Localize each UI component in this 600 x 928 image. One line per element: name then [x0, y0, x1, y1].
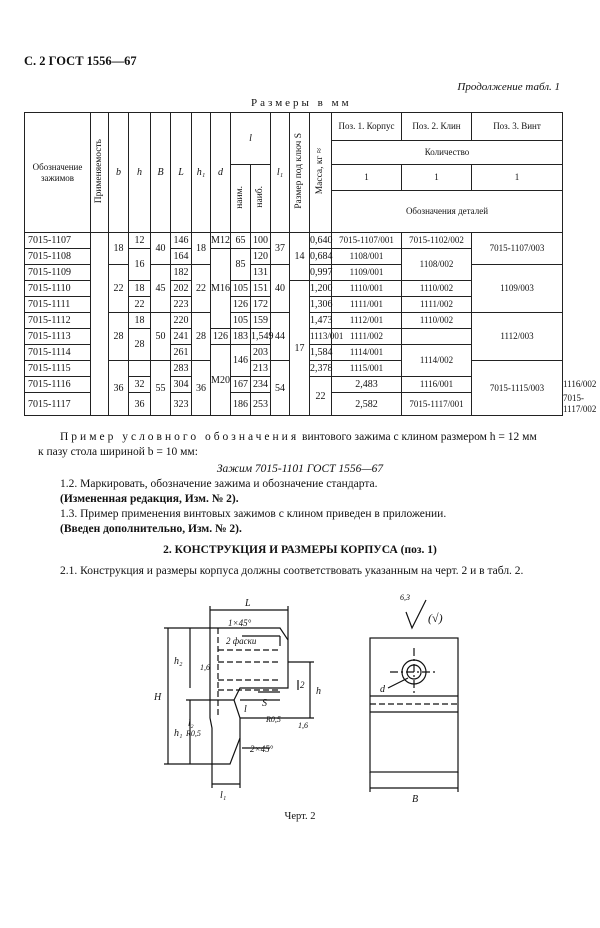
dim-2: 2 [300, 680, 305, 690]
dim-r05b: R0,5 [266, 715, 281, 724]
cell-p1: 1112/001 [332, 313, 402, 329]
header-pos1: Поз. 1. Корпус [332, 113, 402, 141]
cell-p1: 7015-1117/001 [402, 393, 472, 416]
cell-h1: 36 [192, 361, 211, 416]
cell-S: 17 [290, 281, 310, 416]
cell-p2: 1110/002 [402, 313, 472, 329]
cell-lmax: 213 [251, 361, 271, 377]
cell-mass: 1,584 [310, 345, 332, 361]
cell-mass: 1,306 [310, 297, 332, 313]
cell-p3: 1109/003 [472, 265, 563, 313]
cell-p1: 1110/001 [332, 281, 402, 297]
header-designation: Обозначение зажимов [25, 113, 91, 233]
cell-B: 50 [151, 313, 171, 361]
cell-l1: 37 [271, 233, 290, 265]
page-header: С. 2 ГОСТ 1556—67 [24, 54, 137, 68]
cell-p3: 7015-1107/003 [472, 233, 563, 265]
cell-p2: 1111/002 [402, 297, 472, 313]
cell-L: 146 [171, 233, 192, 249]
dim-l2: l₂ [188, 718, 194, 728]
header-d: d [211, 113, 231, 233]
cell-mass: 0,997 [310, 265, 332, 281]
cell-lmin: 186 [231, 393, 251, 416]
cell-mass: 1,549 [251, 329, 271, 345]
header-h: h [129, 113, 151, 233]
cell-b: 22 [109, 265, 129, 313]
dim-L: L [245, 598, 251, 609]
dim-B: B [412, 794, 419, 805]
para-1-3: 1.3. Пример применения винтовых зажимов с клином приведен в приложении. [60, 508, 447, 520]
cell-mass: 2,483 [332, 377, 402, 393]
cell-lmax: 172 [251, 297, 271, 313]
para-1-3-note: (Введен дополнительно, Изм. № 2). [60, 523, 242, 535]
cell-B: 40 [151, 233, 171, 265]
header-mass: Масса, кг ≈ [310, 113, 332, 233]
cell-lmax: 234 [251, 377, 271, 393]
cell-h: 36 [129, 393, 151, 416]
drawing-caption: Черт. 2 [284, 811, 316, 822]
cell-mass: 0,684 [310, 249, 332, 265]
para-1-2-note: (Измененная редакция, Изм. № 2). [60, 493, 239, 505]
cell-lmax: 253 [251, 393, 271, 416]
header-h1: h₁ [192, 113, 211, 233]
cell-h1: 22 [192, 265, 211, 313]
cell-lmin: 105 [231, 313, 251, 329]
cell-b: 18 [109, 233, 129, 265]
header-l1: l₁ [271, 113, 290, 233]
dim-chamfers: 2 фаски [226, 636, 257, 646]
cell-h: 12 [129, 233, 151, 249]
cell-L: 241 [171, 329, 192, 345]
cell-lmax: 120 [251, 249, 271, 265]
roughness-value: 6,3 [400, 593, 410, 602]
cell-h: 22 [129, 297, 151, 313]
cell-p1: 7015-1107/001 [332, 233, 402, 249]
cell-S: 22 [310, 377, 332, 416]
clamp-table: Обозначение зажимов Применяемость b h B L h₁ d l l₁ Размер под ключ S Масса, кг ≈ Поз. 1. Корпус Поз. 2. Клин Поз. 3. Винт Количество наим. наиб. 1 1 1 Обозначения деталей 7015-1107 18 12 40 146 18 M12 65 100 37 14 0,640 7015-1107/001 7015-1102/002 7015-1107/003 7015-1108 16 164 M16 85 120 0,684 1108/001 1108/002 7015-1109 22 45 182 22 131 40 0,997 1109/001 1109/003 7015-1110 18 202 105 151 17 1,200 1110/001 1110/002 7015-1111 22 223 126 172 1,306 1111/001 1111/002 7015-1112 28 18 50 220 28 105 159 44 1,473 1112/001 1110/002 1112/003 7015-1113 28 241 126 183 1,549 1113/001 1111/002 7015-1114 261 M20 146 203 1,584 1114/001 1114/002 7015-1115 36 55 283 36 213 54 2,378 1115/001 7015-1115/003 7015-1116 32 304 167 234 22 2,483 1116/001 1116/002 7015-1117 36 323 186 253 2,582 7015-1117/001 7015-1117/002 [24, 112, 563, 416]
dimensions-title: Размеры в мм [251, 97, 352, 109]
cell-p1: 1116/001 [402, 377, 472, 393]
cell-p1: 1111/001 [332, 297, 402, 313]
cell-L: 220 [171, 313, 192, 329]
header-qty1: 1 [332, 165, 402, 191]
cell-lmin: 105 [231, 281, 251, 297]
dim-H: H [154, 692, 162, 703]
cell-b: 36 [109, 361, 129, 416]
cell-lmax: 159 [251, 313, 271, 329]
cell-p1: 1109/001 [332, 265, 402, 281]
table-row: 7015-1114 [25, 345, 91, 361]
table-continuation: Продолжение табл. 1 [457, 81, 560, 93]
cell-p2: 1108/002 [402, 249, 472, 281]
cell-mass: 1,473 [310, 313, 332, 329]
cell-mass: 2,378 [310, 361, 332, 377]
cell-lmax: 131 [251, 265, 271, 281]
table-row: 7015-1113 [25, 329, 91, 345]
table-row: 7015-1115 [25, 361, 91, 377]
dim-d: d [380, 684, 385, 695]
cell-mass: 0,640 [310, 233, 332, 249]
cell-L: 261 [171, 345, 192, 361]
dim-h: h [316, 686, 321, 697]
cell-lmin: 146 [231, 345, 251, 377]
header-lmin: наим. [231, 165, 251, 233]
cell-b: 28 [109, 313, 129, 361]
dim-chamfer2: 2×45° [250, 744, 274, 754]
cell-B: 45 [151, 265, 171, 313]
dim-1-6: 1,6 [200, 663, 210, 672]
roughness-paren: (√) [428, 611, 443, 625]
cell-p2: 1111/002 [332, 329, 402, 345]
cell-lmax: 183 [231, 329, 251, 345]
cell-L: 323 [171, 393, 192, 416]
cell-L: 283 [171, 361, 192, 377]
dim-h1: h₁ [174, 728, 183, 739]
cell-lmin: 65 [231, 233, 251, 249]
example-line2: к пазу стола шириной b = 10 мм: [38, 446, 198, 458]
header-pos2: Поз. 2. Клин [402, 113, 472, 141]
table-row: 7015-1111 [25, 297, 91, 313]
header-L: L [171, 113, 192, 233]
cell-h1: 18 [192, 233, 211, 265]
cell-h: 18 [129, 281, 151, 297]
cell-l1: 40 [271, 265, 290, 313]
cell-h: 32 [129, 377, 151, 393]
table-row: 7015-1109 [25, 265, 91, 281]
drawing-2 [130, 588, 490, 878]
header-B: B [151, 113, 171, 233]
cell-p2: 1114/002 [402, 345, 472, 377]
cell-lmin: 85 [231, 249, 251, 281]
dim-l: l [244, 704, 247, 715]
table-row: 7015-1116 [25, 377, 91, 393]
table-row: 7015-1110 [25, 281, 91, 297]
para-1-2: 1.2. Маркировать, обозначение зажима и обозначение стандарта. [60, 478, 378, 490]
cell-p3: 7015-1115/003 [472, 361, 563, 416]
dim-h2: h₂ [174, 656, 183, 667]
cell-h: 16 [129, 249, 151, 281]
table-row: 7015-1112 [25, 313, 91, 329]
dim-l1: l₁ [220, 790, 227, 801]
header-qty3: 1 [472, 165, 563, 191]
cell-p2: 1110/002 [402, 281, 472, 297]
cell-mass: 1,200 [310, 281, 332, 297]
header-l: l [231, 113, 271, 165]
example-paragraph: Пример условного обозначения винтового зажима с клином размером h = 12 мм [60, 431, 537, 443]
cell-lmax: 203 [251, 345, 271, 361]
cell-L: 223 [171, 297, 192, 313]
dim-chamfer1: 1×45° [228, 618, 252, 628]
cell-d: M12 [211, 233, 231, 249]
cell-d: M16 [211, 249, 231, 329]
cell-B: 55 [151, 361, 171, 416]
header-lmax: наиб. [251, 165, 271, 233]
cell-S: 14 [290, 233, 310, 281]
header-qty: Количество [332, 141, 563, 165]
cell-p1: 1114/001 [332, 345, 402, 361]
header-qty2: 1 [402, 165, 472, 191]
cell-h: 28 [129, 329, 151, 361]
cell-d: M20 [211, 345, 231, 416]
cell-L: 202 [171, 281, 192, 297]
cell-l1: 44 [271, 313, 290, 361]
dim-r05a: R0,5 [186, 729, 201, 738]
table-row: 7015-1108 [25, 249, 91, 265]
header-b: b [109, 113, 129, 233]
cell-lmax: 151 [251, 281, 271, 297]
header-pos3: Поз. 3. Винт [472, 113, 563, 141]
cell-p1: 1113/001 [310, 329, 332, 345]
cell-p1: 1108/001 [332, 249, 402, 265]
cell-h1: 28 [192, 313, 211, 361]
table-row: 7015-1107 [25, 233, 91, 249]
cell-p3: 1112/003 [472, 313, 563, 361]
cell-lmin: 126 [211, 329, 231, 345]
dim-S: S [262, 698, 267, 709]
header-part-designations: Обозначения деталей [332, 191, 563, 233]
dim-ra: 1,6 [298, 721, 308, 730]
cell-h: 18 [129, 313, 151, 329]
cell-lmin: 167 [231, 377, 251, 393]
cell-p1: 1115/001 [332, 361, 402, 377]
header-applicability: Применяемость [91, 113, 109, 233]
header-S: Размер под ключ S [290, 113, 310, 233]
cell-lmax: 100 [251, 233, 271, 249]
table-row: 7015-1117 [25, 393, 91, 416]
para-2-1: 2.1. Конструкция и размеры корпуса должны соответствовать указанным на черт. 2 и в табл. 2. [60, 565, 524, 577]
cell-L: 164 [171, 249, 192, 265]
cell-mass: 2,582 [332, 393, 402, 416]
cell-L: 182 [171, 265, 192, 281]
section-2-title: 2. КОНСТРУКЦИЯ И РАЗМЕРЫ КОРПУСА (поз. 1) [163, 544, 437, 556]
example-designation: Зажим 7015-1101 ГОСТ 1556—67 [216, 463, 384, 475]
cell-L: 304 [171, 377, 192, 393]
cell-l1: 54 [271, 361, 290, 416]
cell-lmin: 126 [231, 297, 251, 313]
cell-p2: 7015-1102/002 [402, 233, 472, 249]
